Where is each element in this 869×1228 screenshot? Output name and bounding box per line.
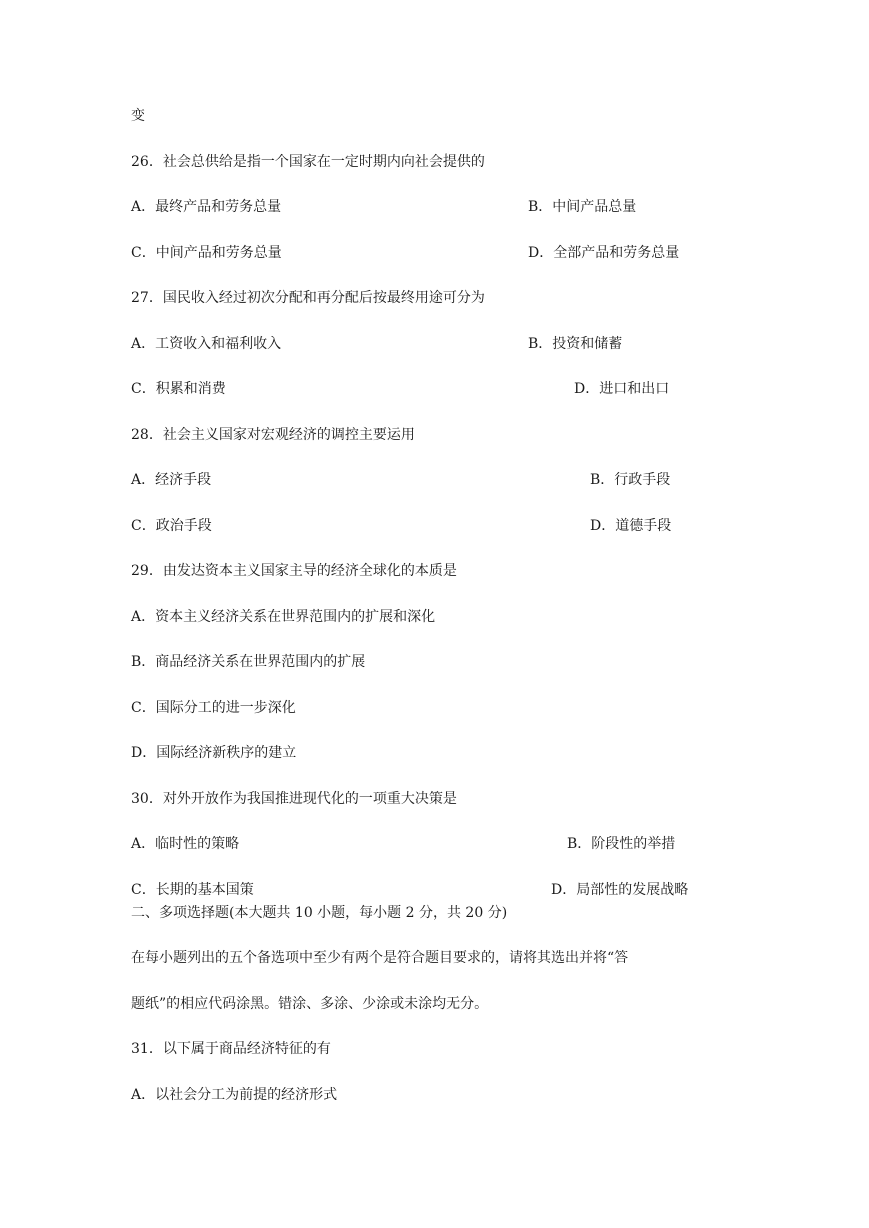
option-29-b: B．商品经济关系在世界范围内的扩展 bbox=[131, 654, 366, 670]
question-31: 31．以下属于商品经济特征的有 bbox=[131, 1041, 331, 1057]
option-27-d: D．进口和出口 bbox=[574, 381, 670, 397]
question-26: 26．社会总供给是指一个国家在一定时期内向社会提供的 bbox=[131, 154, 485, 170]
option-30-b: B．阶段性的举措 bbox=[567, 836, 676, 852]
option-29-c: C．国际分工的进一步深化 bbox=[131, 700, 296, 716]
option-30-d: D．局部性的发展战略 bbox=[551, 882, 689, 898]
option-30-a: A．临时性的策略 bbox=[131, 836, 240, 852]
option-28-c: C．政治手段 bbox=[131, 518, 212, 534]
option-28-a: A．经济手段 bbox=[131, 472, 212, 488]
option-31-a: A．以社会分工为前提的经济形式 bbox=[131, 1087, 338, 1103]
option-30-c: C．长期的基本国策 bbox=[131, 882, 254, 898]
option-29-a: A．资本主义经济关系在世界范围内的扩展和深化 bbox=[131, 609, 436, 625]
section-2-heading: 二、多项选择题(本大题共 10 小题，每小题 2 分，共 20 分) bbox=[131, 905, 508, 921]
question-28: 28．社会主义国家对宏观经济的调控主要运用 bbox=[131, 427, 415, 443]
question-27: 27．国民收入经过初次分配和再分配后按最终用途可分为 bbox=[131, 290, 485, 306]
option-27-b: B．投资和储蓄 bbox=[528, 336, 623, 352]
option-29-d: D．国际经济新秩序的建立 bbox=[131, 745, 297, 761]
option-26-a: A．最终产品和劳务总量 bbox=[131, 199, 282, 215]
option-26-c: C．中间产品和劳务总量 bbox=[131, 245, 282, 261]
option-26-b: B．中间产品总量 bbox=[528, 199, 637, 215]
question-29: 29．由发达资本主义国家主导的经济全球化的本质是 bbox=[131, 563, 457, 579]
option-27-a: A．工资收入和福利收入 bbox=[131, 336, 282, 352]
option-27-c: C．积累和消费 bbox=[131, 381, 226, 397]
section-2-instruction-line-1: 在每小题列出的五个备选项中至少有两个是符合题目要求的，请将其选出并将“答 bbox=[131, 950, 629, 966]
section-2-instruction-line-2: 题纸”的相应代码涂黑。错涂、多涂、少涂或未涂均无分。 bbox=[131, 996, 489, 1012]
continued-text: 变 bbox=[131, 108, 145, 124]
option-28-d: D．道德手段 bbox=[590, 518, 672, 534]
option-28-b: B．行政手段 bbox=[590, 472, 671, 488]
question-30: 30．对外开放作为我国推进现代化的一项重大决策是 bbox=[131, 791, 457, 807]
option-26-d: D．全部产品和劳务总量 bbox=[528, 245, 680, 261]
